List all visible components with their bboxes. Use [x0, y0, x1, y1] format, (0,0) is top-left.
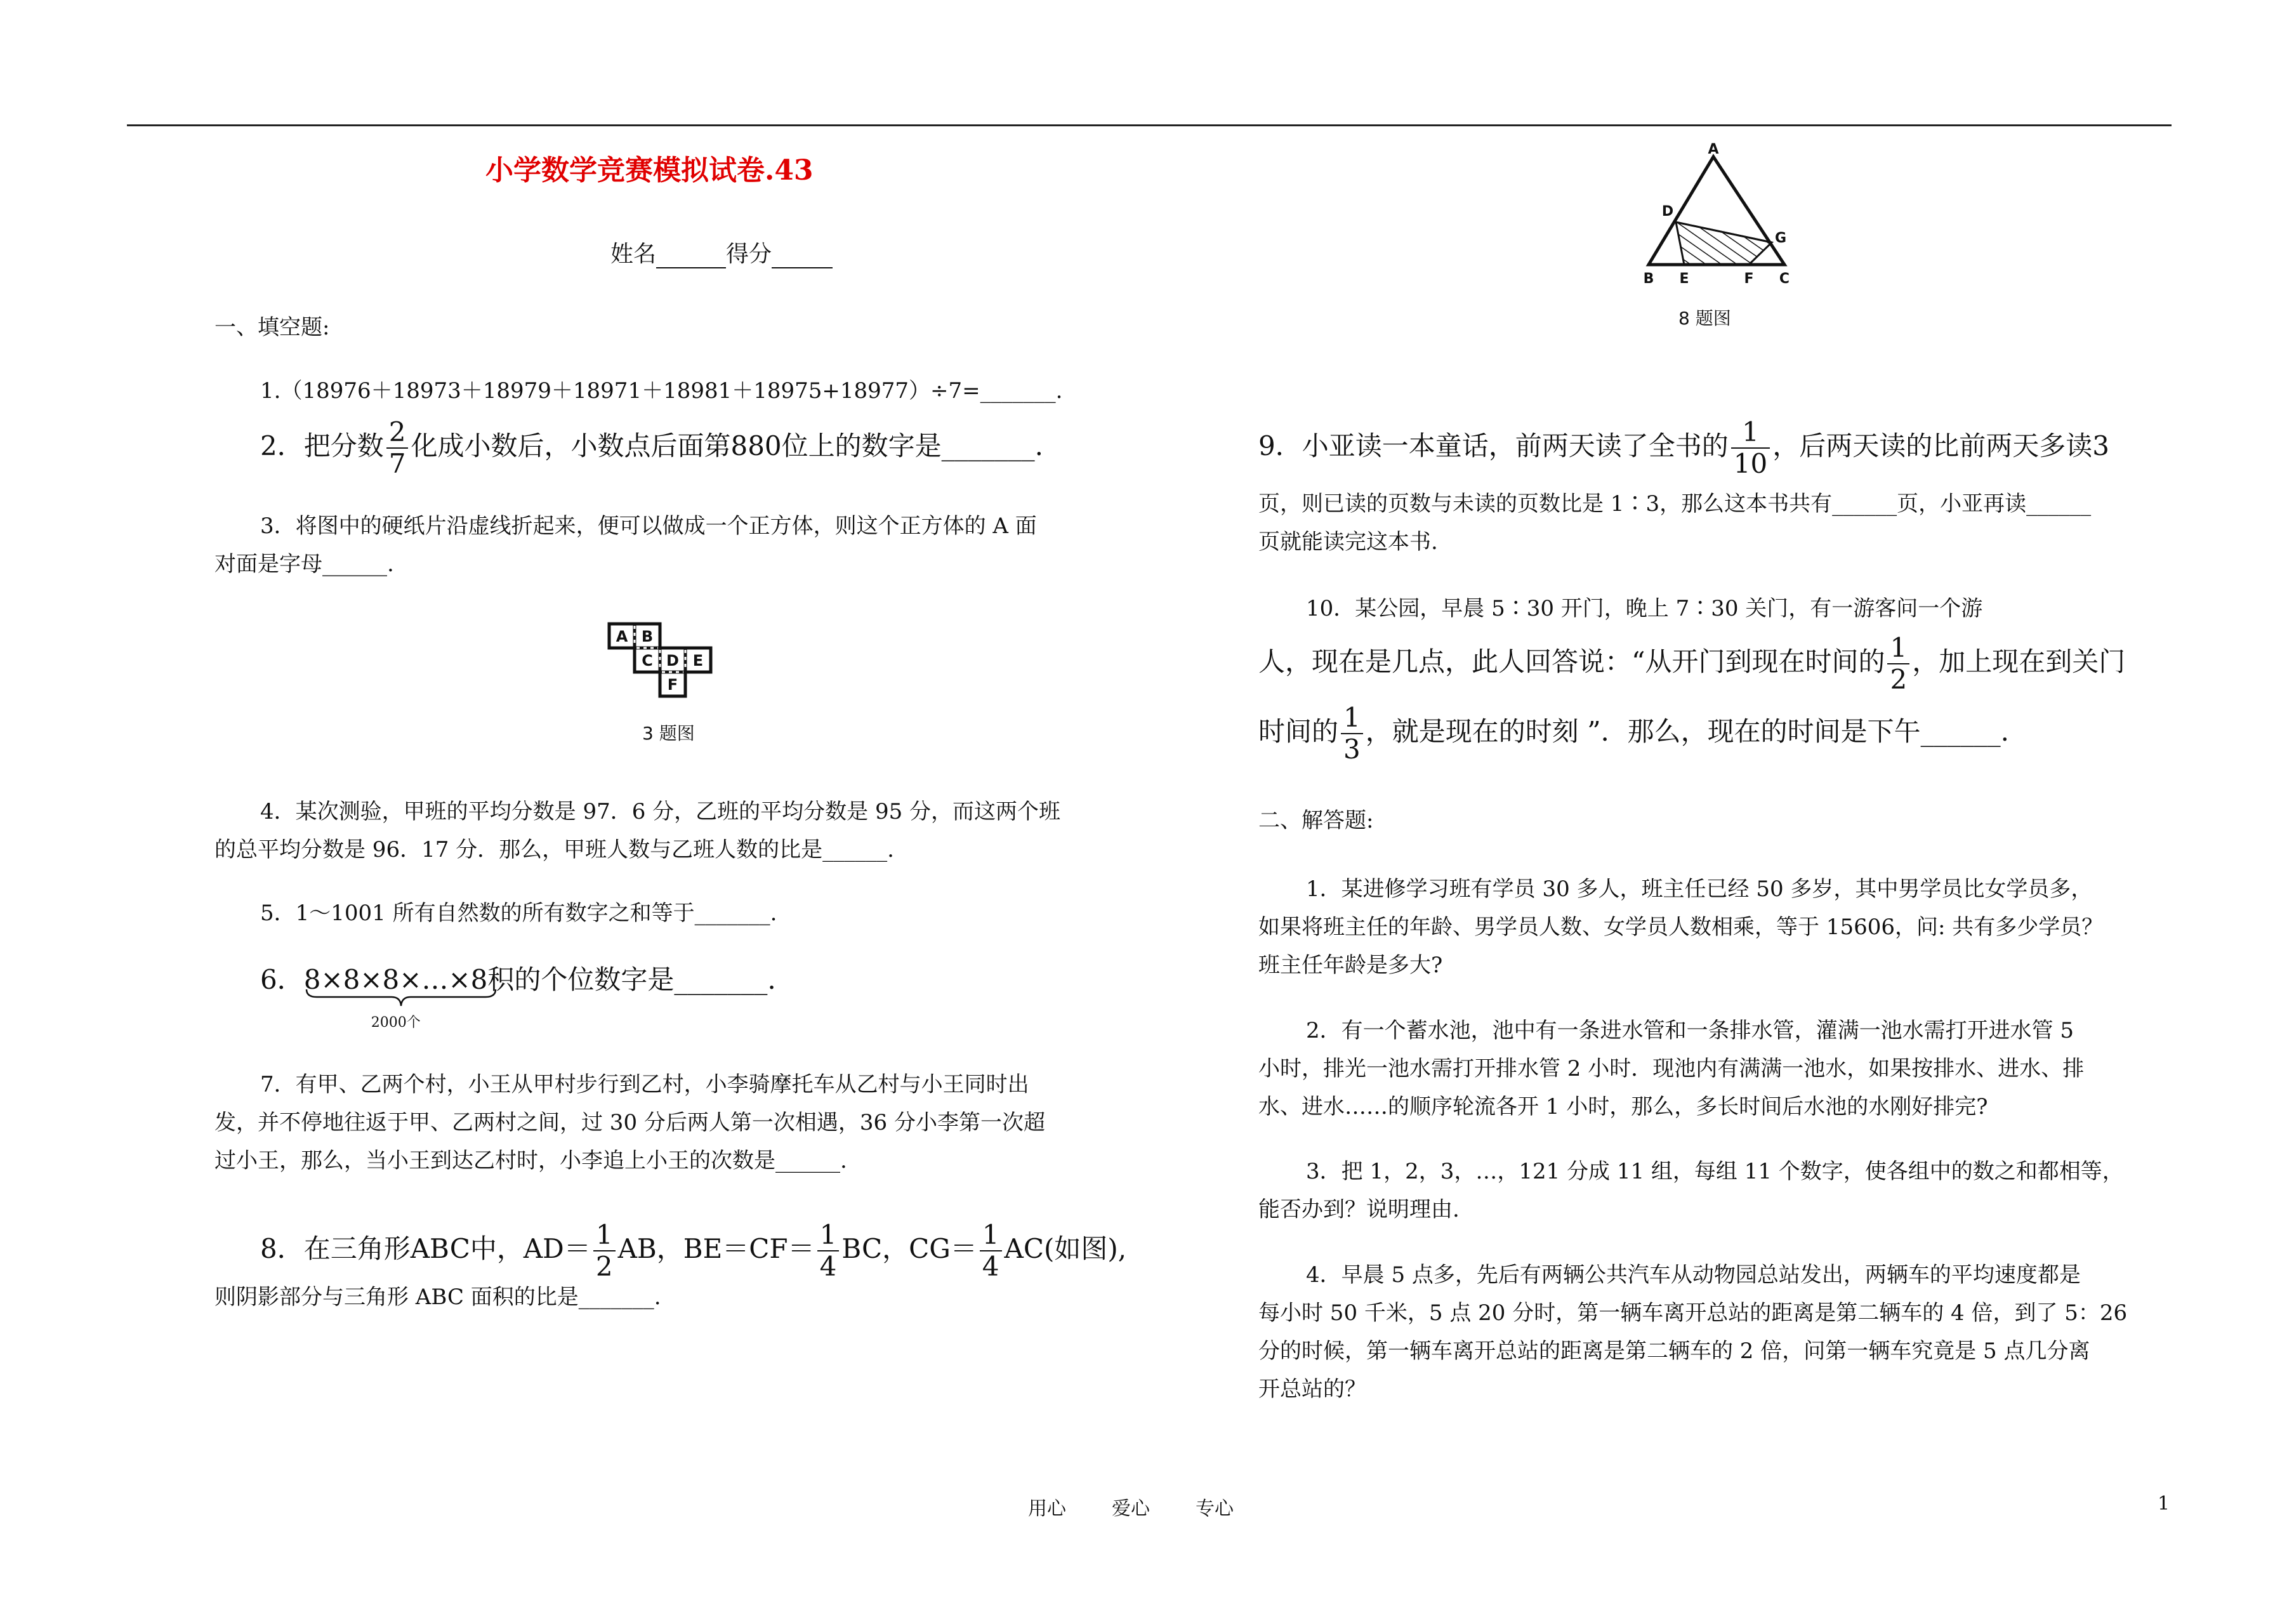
vertex-a-label: A: [1708, 142, 1719, 157]
question-4-line1: 4．某次测验，甲班的平均分数是 97．6 分，乙班的平均分数是 95 分，而这两个班: [260, 799, 1061, 824]
net-label-b: B: [641, 628, 654, 645]
question-8-line1: 8．在三角形ABC中，AD＝ $\frac{1}{2}$ AB，BE＝CF＝ $\frac{1}{4}$ BC，CG＝ $\frac{1}{4}$ AC(如图),: [260, 1219, 1127, 1282]
question-6: 6．8×8×8×…×8 2000个 积的个位数字是_______.: [260, 961, 776, 998]
answer-1-line2: 如果将班主任的年龄、男学员人数、女学员人数相乘，等于 15606，问: 共有多少学员？: [1258, 914, 2104, 940]
answer-1-line3: 班主任年龄是多大?: [1258, 953, 1443, 978]
question-7-line1: 7．有甲、乙两个村，小王从甲村步行到乙村，小李骑摩托车从乙村与小王同时出: [260, 1072, 1029, 1097]
section2-heading: 二、解答题:: [1258, 808, 1374, 833]
footer-right: 专心: [1196, 1498, 1234, 1520]
header-rule: [127, 124, 2172, 126]
point-e-label: E: [1679, 271, 1689, 287]
question-9-line1: 9．小亚读一本童话，前两天读了全书的 $\frac{1}{10}$ ，后两天读的比前两天多读3: [1258, 416, 2109, 479]
answer-1-line1: 1．某进修学习班有学员 30 多人，班主任已经 50 多岁，其中男学员比女学员多，: [1306, 876, 2093, 902]
question-8-line2: 则阴影部分与三角形 ABC 面积的比是_______.: [214, 1284, 661, 1310]
score-blank: [772, 248, 833, 268]
question-3-line1: 3．将图中的硬纸片沿虚线折起来，便可以做成一个正方体，则这个正方体的 A 面: [260, 513, 1037, 539]
vertex-c-label: C: [1779, 271, 1790, 287]
answer-3-line2: 能否办到？说明理由.: [1258, 1197, 1460, 1222]
vertex-b-label: B: [1643, 271, 1654, 287]
answer-4-line4: 开总站的？: [1258, 1376, 1366, 1402]
score-label: 得分: [726, 241, 772, 267]
question-9-line3: 页就能读完这本书.: [1258, 529, 1438, 555]
net-label-e: E: [692, 652, 704, 670]
figure-8-caption: 8 题图: [1678, 308, 1731, 329]
question-1: 1.（18976＋18973＋18979＋18971＋18981＋18975+18977）÷7=_______.: [260, 378, 1063, 404]
name-label: 姓名: [610, 241, 657, 267]
question-10-line1: 10．某公园，早晨 5∶30 开门，晚上 7∶30 关门，有一游客问一个游: [1306, 596, 1983, 621]
question-5: 5．1～1001 所有自然数的所有数字之和等于_______.: [260, 901, 777, 926]
question-2: 2．把分数 $\frac{2}{7}$ 化成小数后，小数点后面第880位上的数字是_______.: [260, 416, 1043, 479]
answer-2-line1: 2．有一个蓄水池，池中有一条进水管和一条排水管，灌满一池水需打开进水管 5: [1306, 1018, 2074, 1043]
question-10-line3: 时间的 $\frac{1}{3}$ ，就是现在的时刻 ”．那么，现在的时间是下午______.: [1258, 702, 2009, 765]
question-4-line2: 的总平均分数是 96．17 分．那么，甲班人数与乙班人数的比是______.: [214, 837, 894, 862]
point-f-label: F: [1744, 271, 1754, 287]
net-label-f: F: [667, 676, 678, 694]
question-7-line3: 过小王，那么，当小王到达乙村时，小李追上小王的次数是______.: [214, 1148, 847, 1173]
net-label-c: C: [642, 652, 653, 670]
net-label-d: D: [666, 652, 679, 670]
answer-3-line1: 3．把 1，2，3，…，121 分成 11 组，每组 11 个数字，使各组中的数之和都相等，: [1306, 1159, 2124, 1184]
answer-4-line3: 分的时候，第一辆车离开总站的距离是第二辆车的 2 倍，问第一辆车究竟是 5 点几分离: [1258, 1338, 2090, 1364]
net-label-a: A: [616, 628, 628, 645]
answer-4-line1: 4．早晨 5 点多，先后有两辆公共汽车从动物园总站发出，两辆车的平均速度都是: [1306, 1262, 2081, 1288]
figure-3-caption: 3 题图: [642, 723, 695, 744]
question-10-line2: 人，现在是几点，此人回答说：“从开门到现在时间的 $\frac{1}{2}$ ，加上现在到关门: [1258, 632, 2126, 695]
triangle-figure: [1637, 141, 1802, 293]
fraction-1-10: $\frac{1}{10}$: [1731, 419, 1770, 477]
name-score-line: [610, 236, 833, 268]
brace-expression: 8×8×8×…×8 2000个: [304, 961, 488, 998]
footer-middle: 爱心: [1112, 1498, 1150, 1520]
point-g-label: G: [1774, 230, 1787, 246]
page-title: 小学数学竞赛模拟试卷.43: [485, 154, 814, 187]
fraction-2-7: $\frac{2}{7}$: [386, 419, 409, 477]
question-7-line2: 发，并不停地往返于甲、乙两村之间，过 30 分后两人第一次相遇，36 分小李第一次超: [214, 1110, 1045, 1135]
footer-left: 用心: [1028, 1498, 1066, 1520]
question-9-line2: 页，则已读的页数与未读的页数比是 1∶3，那么这本书共有______页，小亚再读______: [1258, 491, 2092, 517]
question-3-line2: 对面是字母______.: [214, 551, 394, 577]
section1-heading: 一、填空题:: [214, 315, 330, 340]
page-number: 1: [2158, 1493, 2170, 1515]
answer-2-line2: 小时，排光一池水需打开排水管 2 小时．现池内有满满一池水，如果按排水、进水、排: [1258, 1056, 2085, 1081]
answer-4-line2: 每小时 50 千米，5 点 20 分时，第一辆车离开总站的距离是第二辆车的 4 倍，到了 5：26: [1258, 1300, 2128, 1326]
name-blank: [656, 248, 726, 268]
cube-net-figure: [606, 621, 727, 713]
answer-2-line3: 水、进水……的顺序轮流各开 1 小时，那么，多长时间后水池的水刚好排完?: [1258, 1094, 1988, 1119]
point-d-label: D: [1661, 204, 1674, 220]
